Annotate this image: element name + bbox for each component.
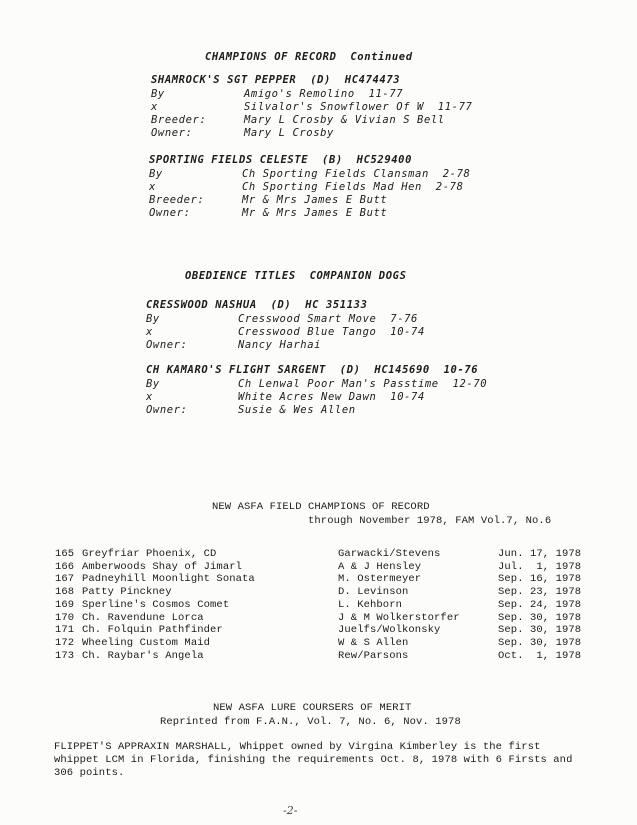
row-value: Silvalor's Snowflower Of W 11-77 — [244, 101, 473, 113]
row-value: Mary L Crosby — [244, 127, 334, 139]
row-value: Cresswood Blue Tango 10-74 — [238, 326, 425, 338]
row-value: White Acres New Dawn 10-74 — [238, 391, 425, 403]
field-champions-title: NEW ASFA FIELD CHAMPIONS OF RECORD — [212, 501, 430, 513]
champion-date: Jul. 1, 1978 — [498, 560, 582, 573]
champion-owner: J & M Wolkerstorfer — [338, 611, 460, 624]
lure-paragraph-line: FLIPPET'S APPRAXIN MARSHALL, Whippet owned by Virgina Kimberley is the first — [54, 741, 541, 753]
champion-name: Padneyhill Moonlight Sonata — [82, 573, 255, 586]
row-label: Breeder: — [149, 194, 205, 206]
row-value: Nancy Harhai — [238, 339, 322, 351]
table-row — [55, 650, 595, 663]
table-row — [55, 612, 595, 625]
table-row — [55, 637, 595, 650]
champion-owner: L. Kehborn — [338, 598, 403, 611]
row-label: x — [146, 391, 153, 403]
champion-owner: M. Ostermeyer — [338, 573, 422, 586]
champion-number: 171 — [55, 624, 75, 637]
table-row — [55, 548, 595, 561]
row-value: Ch Sporting Fields Clansman 2-78 — [242, 168, 471, 180]
champion-number: 170 — [55, 611, 75, 624]
row-value: Amigo's Remolino 11-77 — [244, 88, 404, 100]
champion-owner: A & J Hensley — [338, 560, 422, 573]
champion-date: Sep. 30, 1978 — [498, 611, 582, 624]
row-label: Owner: — [151, 127, 193, 139]
row-label: x — [151, 101, 158, 113]
champion-date: Oct. 1, 1978 — [498, 649, 582, 662]
champion-date: Sep. 24, 1978 — [498, 598, 582, 611]
champion-date: Jun. 17, 1978 — [498, 548, 582, 560]
table-row — [55, 624, 595, 637]
champion-owner: W & S Allen — [338, 636, 409, 649]
row-value: Mr & Mrs James E Butt — [242, 194, 388, 206]
champion-name: Ch. Folquin Pathfinder — [82, 624, 223, 637]
champion-name: Greyfriar Phoenix, CD — [82, 548, 217, 560]
lure-coursers-subtitle: Reprinted from F.A.N., Vol. 7, No. 6, Nov. 1978 — [160, 716, 461, 728]
champion-number: 173 — [55, 649, 75, 662]
champions-title: CHAMPIONS OF RECORD Continued — [205, 51, 413, 63]
champion-owner: D. Levinson — [338, 586, 409, 599]
champion-owner: Rew/Parsons — [338, 649, 409, 662]
champion-owner: Juelfs/Wolkonsky — [338, 624, 441, 637]
row-label: By — [151, 88, 165, 100]
page-number: -2- — [283, 804, 298, 817]
row-value: Mr & Mrs James E Butt — [242, 207, 388, 219]
table-row — [55, 586, 595, 599]
obedience-title: OBEDIENCE TITLES COMPANION DOGS — [185, 270, 407, 282]
champion-number: 172 — [55, 636, 75, 649]
row-value: Cresswood Smart Move 7-76 — [238, 313, 418, 325]
row-label: x — [149, 181, 156, 193]
row-label: Owner: — [146, 404, 188, 416]
obedience-dog-name: CH KAMARO'S FLIGHT SARGENT (D) HC145690 10-76 — [146, 364, 479, 376]
row-value: Mary L Crosby & Vivian S Bell — [244, 114, 445, 126]
row-value: Susie & Wes Allen — [238, 404, 356, 416]
champion-date: Sep. 16, 1978 — [498, 573, 582, 586]
row-label: By — [146, 378, 160, 390]
row-label: By — [146, 313, 160, 325]
champion-name: Wheeling Custom Maid — [82, 636, 211, 649]
row-label: Owner: — [149, 207, 191, 219]
row-value: Ch Lenwal Poor Man's Passtime 12-70 — [238, 378, 488, 390]
row-label: x — [146, 326, 153, 338]
champion-number: 168 — [55, 586, 75, 599]
champion-name: Sperline's Cosmos Comet — [82, 598, 230, 611]
row-label: Breeder: — [151, 114, 207, 126]
champion-number: 167 — [55, 573, 75, 586]
lure-paragraph-line: whippet LCM in Florida, finishing the requirements Oct. 8, 1978 with 6 Firsts and — [54, 754, 573, 766]
champion-name: SHAMROCK'S SGT PEPPER (D) HC474473 — [151, 74, 401, 86]
champion-name: Patty Pinckney — [82, 586, 172, 599]
lure-paragraph-line: 306 points. — [54, 767, 125, 779]
champion-number: 165 — [55, 548, 75, 560]
champion-name: Ch. Raybar's Angela — [82, 649, 204, 662]
table-row — [55, 599, 595, 612]
champion-name: SPORTING FIELDS CELESTE (B) HC529400 — [149, 154, 413, 166]
champion-date: Sep. 30, 1978 — [498, 636, 582, 649]
lure-coursers-title: NEW ASFA LURE COURSERS OF MERIT — [213, 702, 412, 714]
champion-number: 166 — [55, 560, 75, 573]
champion-owner: Garwacki/Stevens — [338, 548, 441, 560]
champion-name: Ch. Ravendune Lorca — [82, 611, 204, 624]
champion-name: Amberwoods Shay of Jimarl — [82, 560, 243, 573]
obedience-dog-name: CRESSWOOD NASHUA (D) HC 351133 — [146, 299, 368, 311]
row-label: Owner: — [146, 339, 188, 351]
champion-date: Sep. 30, 1978 — [498, 624, 582, 637]
champion-number: 169 — [55, 598, 75, 611]
table-row — [55, 561, 595, 574]
row-value: Ch Sporting Fields Mad Hen 2-78 — [242, 181, 464, 193]
champion-date: Sep. 23, 1978 — [498, 586, 582, 599]
row-label: By — [149, 168, 163, 180]
field-champions-subtitle: through November 1978, FAM Vol.7, No.6 — [308, 515, 552, 527]
table-row — [55, 573, 595, 586]
